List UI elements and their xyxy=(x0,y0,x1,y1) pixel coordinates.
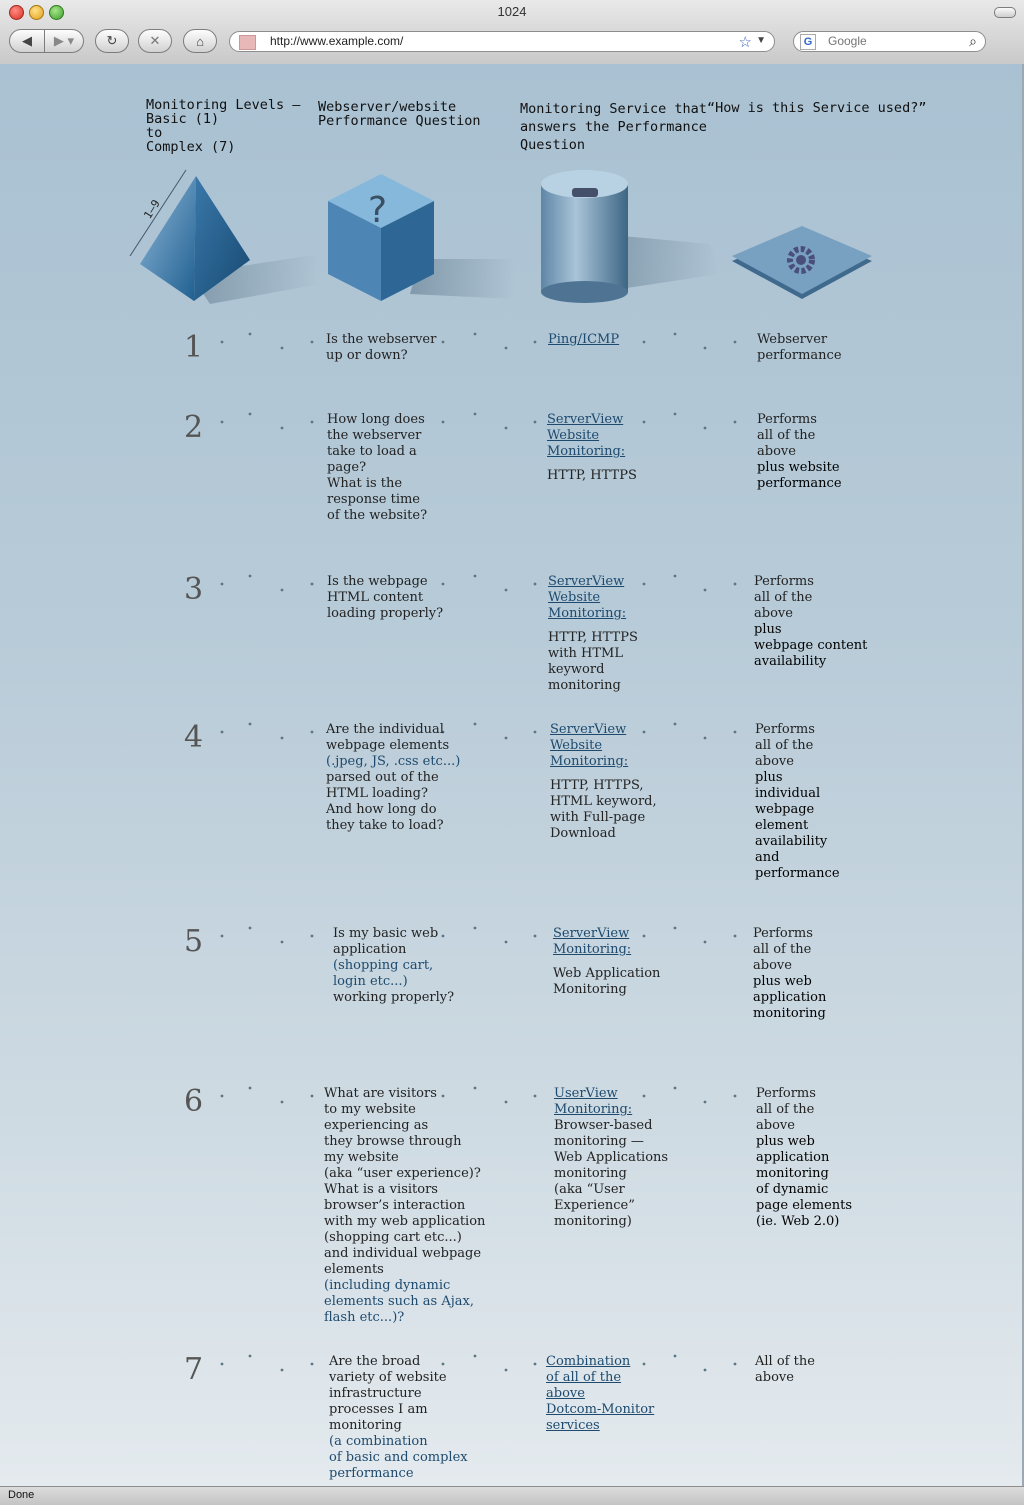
google-engine-icon[interactable]: G xyxy=(800,34,816,50)
connector-dot xyxy=(474,575,477,578)
connector-dot xyxy=(674,413,677,416)
toolbar-toggle-button[interactable] xyxy=(994,7,1016,18)
window-title: 1024 xyxy=(497,4,527,19)
question-line: and individual webpage xyxy=(324,1246,482,1261)
question-cell xyxy=(327,412,427,524)
status-text: Done xyxy=(8,1489,35,1501)
usage-line: (ie. Web 2.0) xyxy=(756,1214,840,1229)
question-line: my website xyxy=(324,1150,399,1165)
question-line: application xyxy=(333,942,407,957)
service-detail-line: HTML keyword, xyxy=(550,794,657,809)
connector-dot xyxy=(643,421,646,424)
connector-dot xyxy=(534,421,537,424)
service-link[interactable]: Monitoring: xyxy=(550,754,629,769)
service-link[interactable]: Website xyxy=(547,428,600,443)
question-line: What are visitors xyxy=(324,1086,437,1101)
connector-dot xyxy=(311,421,314,424)
connector-dot xyxy=(281,737,284,740)
connector-dot xyxy=(674,1355,677,1358)
connector-dot xyxy=(249,927,252,930)
question-line: elements xyxy=(324,1262,384,1277)
usage-line: application xyxy=(756,1150,830,1165)
question-line[interactable]: (shopping cart, xyxy=(333,958,434,973)
connector-dot xyxy=(249,333,252,336)
connector-dot xyxy=(704,589,707,592)
connector-dot xyxy=(734,341,737,344)
question-line: experiencing as xyxy=(324,1118,429,1133)
connector-dot xyxy=(534,935,537,938)
service-link[interactable]: Monitoring: xyxy=(548,606,627,621)
question-line[interactable]: (including dynamic xyxy=(324,1278,451,1293)
header-line: Monitoring Levels — xyxy=(146,97,301,113)
connector-dot xyxy=(221,935,224,938)
connector-dot xyxy=(249,575,252,578)
usage-line: performance xyxy=(757,348,842,363)
connector-dot xyxy=(281,347,284,350)
usage-line: Performs xyxy=(753,926,813,941)
connector-dot xyxy=(221,583,224,586)
question-line: HTML content xyxy=(327,590,424,605)
question-line: infrastructure xyxy=(329,1386,422,1401)
reload-icon: ↻ xyxy=(106,33,118,48)
question-line: What is the xyxy=(327,476,403,491)
level-number: 7 xyxy=(184,1352,204,1387)
question-line: response time xyxy=(327,492,420,507)
header-line: Webserver/website xyxy=(318,99,457,115)
question-line: Is the webpage xyxy=(327,574,428,589)
question-line: the webserver xyxy=(327,428,422,443)
usage-line: above xyxy=(755,754,794,769)
usage-line: monitoring xyxy=(756,1166,829,1181)
level-number: 6 xyxy=(184,1084,204,1119)
address-bar[interactable] xyxy=(229,31,775,52)
question-cell xyxy=(333,926,454,1006)
usage-line: above xyxy=(757,444,796,459)
connector-dot xyxy=(505,427,508,430)
connector-dot xyxy=(704,347,707,350)
service-link[interactable]: Website xyxy=(548,590,601,605)
usage-line: webpage xyxy=(755,802,815,817)
connector-dot xyxy=(311,731,314,734)
service-detail-line xyxy=(550,770,657,778)
question-line: browser’s interaction xyxy=(324,1198,466,1213)
usage-line: all of the xyxy=(757,428,816,443)
question-cell xyxy=(324,1086,485,1326)
question-line[interactable]: elements such as Ajax, xyxy=(324,1294,474,1309)
connector-dot xyxy=(249,1087,252,1090)
question-line: webpage elements xyxy=(326,738,450,753)
usage-line: all of the xyxy=(754,590,813,605)
service-detail-line: Experience” xyxy=(554,1198,635,1213)
service-detail-line: monitoring xyxy=(548,678,621,693)
service-link[interactable]: Dotcom-Monitor xyxy=(546,1402,655,1417)
connector-dot xyxy=(734,731,737,734)
connector-dot xyxy=(505,347,508,350)
connector-dot xyxy=(505,589,508,592)
question-cell xyxy=(326,722,460,834)
search-input[interactable] xyxy=(828,34,953,48)
status-bar xyxy=(0,1486,1024,1505)
usage-line: Performs xyxy=(755,722,815,737)
question-line: take to load a xyxy=(327,444,417,459)
home-icon: ⌂ xyxy=(196,33,204,49)
connector-dot xyxy=(311,1363,314,1366)
favicon-icon xyxy=(239,35,256,50)
usage-line: performance xyxy=(755,866,840,881)
service-link[interactable]: Combination xyxy=(546,1354,631,1369)
question-cell xyxy=(329,1354,468,1482)
service-link[interactable]: services xyxy=(546,1418,600,1433)
svg-text:?: ? xyxy=(368,190,388,231)
header-line: “How is this Service used?” xyxy=(707,100,927,116)
service-detail-line: Monitoring xyxy=(553,982,627,997)
level-number: 3 xyxy=(184,572,204,607)
service-detail-line: with Full-page xyxy=(550,810,646,825)
question-line: loading properly? xyxy=(327,606,444,621)
usage-line: webpage content xyxy=(754,638,868,653)
service-cell xyxy=(554,1086,668,1230)
usage-line: availability xyxy=(754,654,827,669)
header-line: to xyxy=(146,125,163,141)
question-line: (aka “user experience)? xyxy=(324,1166,481,1181)
connector-dot xyxy=(534,341,537,344)
question-line: with my web application xyxy=(324,1214,486,1229)
question-line: they browse through xyxy=(324,1134,462,1149)
question-line: Is my basic web xyxy=(333,926,439,941)
forward-button[interactable] xyxy=(44,29,84,53)
connector-dot xyxy=(643,341,646,344)
usage-line: and xyxy=(755,850,780,865)
browser-toolbar xyxy=(0,0,1024,65)
question-line[interactable]: (.jpeg, JS, .css etc...) xyxy=(326,754,461,769)
service-cell xyxy=(553,926,660,998)
connector-dot xyxy=(534,731,537,734)
connector-dot xyxy=(704,427,707,430)
service-link[interactable]: Website xyxy=(550,738,603,753)
header-line: Complex (7) xyxy=(146,139,236,155)
connector-dot xyxy=(474,723,477,726)
question-line: Are the individual xyxy=(326,722,444,737)
stop-button[interactable] xyxy=(138,29,172,53)
service-link[interactable]: UserView xyxy=(554,1086,618,1101)
chevron-down-icon[interactable]: ▼ xyxy=(756,35,766,46)
connector-dot xyxy=(281,427,284,430)
connector-dot xyxy=(674,575,677,578)
connector-dot xyxy=(281,1369,284,1372)
usage-line: element xyxy=(755,818,809,833)
question-cell xyxy=(327,574,443,622)
question-line[interactable]: (a combination xyxy=(329,1434,428,1449)
usage-line: plus xyxy=(755,770,783,785)
back-arrow-icon: ◀ xyxy=(22,33,32,48)
connector-dot xyxy=(221,421,224,424)
home-button[interactable] xyxy=(183,29,217,53)
usage-line: Webserver xyxy=(757,332,828,347)
usage-cell xyxy=(753,926,826,1022)
row-connector-dots xyxy=(0,64,1020,1486)
usage-line: above xyxy=(755,1370,794,1385)
connector-dot xyxy=(534,583,537,586)
question-line[interactable]: flash etc...)? xyxy=(324,1310,405,1325)
usage-line: plus website xyxy=(757,460,840,475)
header-line: Question xyxy=(520,137,586,153)
question-line[interactable]: of basic and complex xyxy=(329,1450,468,1465)
header-line: Basic (1) xyxy=(146,111,220,127)
connector-dot xyxy=(674,723,677,726)
service-detail-line xyxy=(553,958,660,966)
service-cell xyxy=(550,722,657,842)
connector-dot xyxy=(674,333,677,336)
forward-arrow-icon: ▶ ▾ xyxy=(53,33,75,48)
question-line: processes I am xyxy=(329,1402,428,1417)
level-number: 4 xyxy=(184,720,204,755)
connector-dot xyxy=(704,941,707,944)
service-link[interactable]: Ping/ICMP xyxy=(548,332,620,347)
question-line[interactable]: performance xyxy=(329,1466,414,1481)
connector-dot xyxy=(734,1363,737,1366)
service-detail-line: HTTP, HTTPS xyxy=(548,630,638,645)
stop-icon: ✕ xyxy=(149,33,161,48)
question-line: they take to load? xyxy=(326,818,444,833)
service-detail-line xyxy=(547,460,637,468)
connector-dot xyxy=(311,583,314,586)
connector-dot xyxy=(704,1369,707,1372)
usage-line: Performs xyxy=(754,574,814,589)
connector-dot xyxy=(221,1095,224,1098)
usage-line: application xyxy=(753,990,827,1005)
bookmark-star-icon[interactable]: ☆ xyxy=(738,34,752,51)
reload-button[interactable] xyxy=(95,29,129,53)
usage-line: individual xyxy=(755,786,821,801)
level-number: 2 xyxy=(184,410,204,445)
usage-line: performance xyxy=(757,476,842,491)
usage-line: Performs xyxy=(756,1086,816,1101)
connector-dot xyxy=(505,941,508,944)
connector-dot xyxy=(221,731,224,734)
service-detail-line: monitoring) xyxy=(554,1214,632,1229)
connector-dot xyxy=(311,1095,314,1098)
connector-dot xyxy=(474,927,477,930)
question-line: working properly? xyxy=(333,990,455,1005)
pyramid-label: 1—9 xyxy=(141,197,163,222)
service-detail-line: with HTML xyxy=(548,646,623,661)
connector-dot xyxy=(505,737,508,740)
usage-line: availability xyxy=(755,834,828,849)
connector-dot xyxy=(311,341,314,344)
question-line: HTML loading? xyxy=(326,786,428,801)
service-detail-line: HTTP, HTTPS, xyxy=(550,778,644,793)
service-link[interactable]: Monitoring: xyxy=(547,444,626,459)
question-line: (shopping cart etc...) xyxy=(324,1230,462,1245)
connector-dot xyxy=(474,333,477,336)
usage-line: above xyxy=(754,606,793,621)
service-link[interactable]: of all of the xyxy=(546,1370,622,1385)
header-line: Performance Question xyxy=(318,113,481,129)
search-bar[interactable] xyxy=(793,31,986,52)
header-line: Monitoring Service that xyxy=(520,101,707,117)
connector-dot xyxy=(281,1101,284,1104)
question-line: to my website xyxy=(324,1102,416,1117)
usage-cell xyxy=(755,1354,815,1386)
service-cell xyxy=(548,332,619,348)
usage-line: plus xyxy=(754,622,782,637)
service-link[interactable]: Monitoring: xyxy=(554,1102,633,1117)
service-link[interactable]: ServerView xyxy=(548,574,625,589)
service-detail-line xyxy=(548,622,638,630)
level-number: 1 xyxy=(184,330,204,365)
service-cell xyxy=(546,1354,654,1434)
connector-dot xyxy=(249,723,252,726)
usage-line: of dynamic xyxy=(756,1182,829,1197)
connector-dot xyxy=(505,1101,508,1104)
connector-dot xyxy=(442,341,445,344)
question-line: variety of website xyxy=(329,1370,447,1385)
level-number: 5 xyxy=(184,924,204,959)
question-line: up or down? xyxy=(326,348,408,363)
service-cell xyxy=(548,574,638,694)
usage-cell xyxy=(755,722,840,882)
service-detail-line: monitoring — xyxy=(554,1134,644,1149)
question-cell xyxy=(326,332,436,364)
connector-dot xyxy=(734,421,737,424)
page-content xyxy=(0,64,1024,1486)
connector-dot xyxy=(674,1087,677,1090)
connector-dot xyxy=(442,421,445,424)
connector-dot xyxy=(281,941,284,944)
usage-line: Performs xyxy=(757,412,817,427)
connector-dot xyxy=(474,1355,477,1358)
connector-dot xyxy=(734,583,737,586)
header-line: answers the Performance xyxy=(520,119,707,135)
connector-dot xyxy=(221,341,224,344)
url-text[interactable]: http://www.example.com/ xyxy=(270,34,404,48)
usage-line: all of the xyxy=(753,942,812,957)
usage-line: plus web xyxy=(753,974,812,989)
question-line: What is a visitors xyxy=(324,1182,438,1197)
connector-dot xyxy=(534,1363,537,1366)
connector-dot xyxy=(221,1363,224,1366)
connector-dot xyxy=(734,1095,737,1098)
connector-dot xyxy=(249,413,252,416)
service-link[interactable]: ServerView xyxy=(547,412,624,427)
service-detail-line: monitoring xyxy=(554,1166,627,1181)
connector-dot xyxy=(505,1369,508,1372)
connector-dot xyxy=(704,1101,707,1104)
connector-dot xyxy=(534,1095,537,1098)
service-link[interactable]: ServerView xyxy=(553,926,630,941)
connector-dot xyxy=(249,1355,252,1358)
service-detail-line: Download xyxy=(550,826,616,841)
question-line: Is the webserver xyxy=(326,332,437,347)
question-line: Are the broad xyxy=(329,1354,421,1369)
usage-line: all of the xyxy=(755,738,814,753)
usage-line: monitoring xyxy=(753,1006,826,1021)
question-line: monitoring xyxy=(329,1418,402,1433)
connector-dot xyxy=(734,935,737,938)
service-link[interactable]: above xyxy=(546,1386,585,1401)
usage-line: plus web xyxy=(756,1134,815,1149)
service-detail-line: Browser-based xyxy=(554,1118,653,1133)
usage-line: above xyxy=(756,1118,795,1133)
usage-line: page elements xyxy=(756,1198,853,1213)
question-line: parsed out of the xyxy=(326,770,439,785)
usage-line: all of the xyxy=(756,1102,815,1117)
search-icon[interactable]: ⌕ xyxy=(969,33,977,49)
connector-dot xyxy=(474,413,477,416)
question-line: And how long do xyxy=(326,802,437,817)
usage-line: above xyxy=(753,958,792,973)
service-detail-line: Web Applications xyxy=(554,1150,669,1165)
connector-dot xyxy=(704,737,707,740)
service-link[interactable]: Monitoring: xyxy=(553,942,632,957)
usage-cell xyxy=(754,574,867,670)
service-detail-line: HTTP, HTTPS xyxy=(547,468,637,483)
usage-cell xyxy=(756,1086,852,1230)
connector-dot xyxy=(311,935,314,938)
service-detail-line: keyword xyxy=(548,662,605,677)
usage-line: All of the xyxy=(755,1354,815,1369)
back-button[interactable] xyxy=(9,29,45,53)
connector-dot xyxy=(281,589,284,592)
service-link[interactable]: ServerView xyxy=(550,722,627,737)
service-detail-line: Web Application xyxy=(553,966,661,981)
service-detail-line: (aka “User xyxy=(554,1182,625,1197)
service-cell xyxy=(547,412,637,484)
connector-dot xyxy=(674,927,677,930)
question-line: page? xyxy=(327,460,367,475)
question-line: of the website? xyxy=(327,508,428,523)
question-line[interactable]: login etc...) xyxy=(333,974,408,989)
question-line: How long does xyxy=(327,412,425,427)
usage-cell xyxy=(757,412,842,492)
connector-dot xyxy=(643,583,646,586)
usage-cell xyxy=(757,332,842,364)
